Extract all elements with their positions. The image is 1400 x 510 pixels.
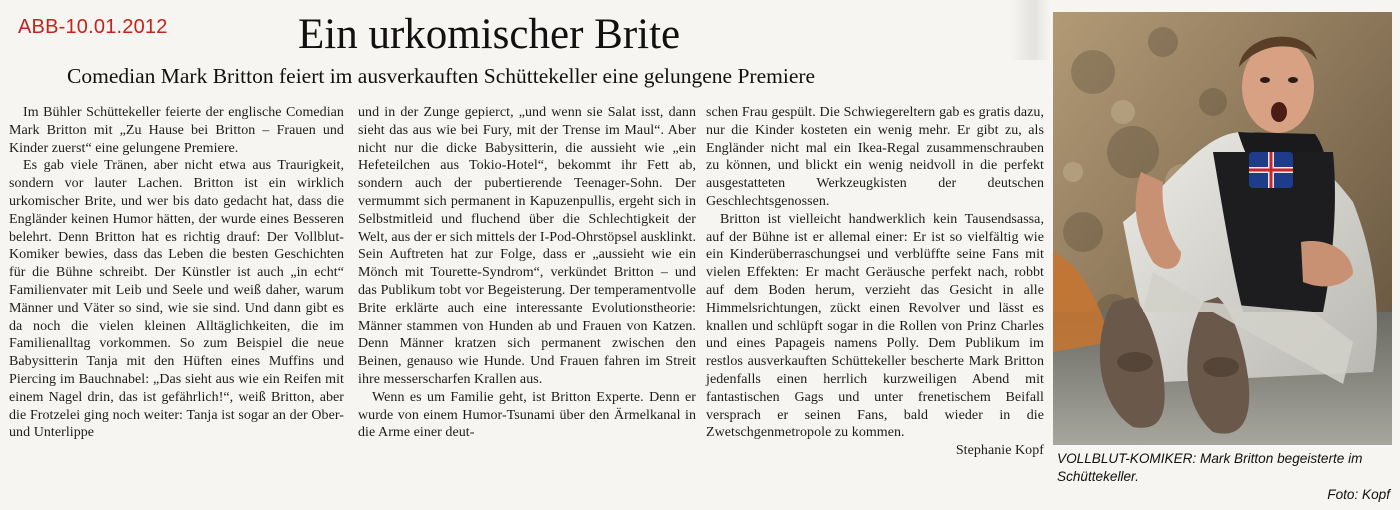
article-column-2 (358, 104, 696, 442)
comedian-photo (1053, 12, 1392, 445)
article-paragraph: Wenn es um Familie geht, ist Britton Experte. Denn er wurde von einem Humor-Tsunami über den Ärmelkanal in die Arme einer deut- (358, 389, 696, 441)
paper-bleed-through (1010, 0, 1050, 60)
subheadline: Comedian Mark Britton feiert im ausverkauften Schüttekeller eine gelungene Premiere (67, 64, 816, 88)
photo-caption (1057, 450, 1390, 504)
comedian-photo-illustration (1053, 12, 1392, 445)
article-paragraph: und in der Zunge gepierct, „und wenn sie Salat isst, dann sieht das aus wie bei Fury, mit der Trense im Maul“. Aber nicht nur die dicke Babysitterin, die aussieht wie „ein Hefeteilchen aus Tokio-Hotel“, bekommt ihr Fett ab, sondern auch der pubertierende Teenager-Sohn. Der vermummt sich permanent in Kapuzenpullis, ergeht sich in Selbstmitleid und fluchend über die Schlechtigkeit der Welt, aus der er sich mittels der I-Pod-Ohrstöpsel ausklinkt. Sein Auftreten hat zur Folge, dass er „aussieht wie ein Mönch mit Tourette-Syndrom“, verkündet Britton – und das Publikum tobt vor Begeisterung. Der temperamentvolle Brite erklärte auch eine interessante Evolutionstheorie: Männer stammen von Hunden ab und Frauen von Katzen. Denn Männer kratzen sich permanent zwischen den Beinen, genauso wie Hunde. Und Frauen fahren im Streit ihre messerscharfen Krallen aus. (358, 105, 696, 387)
article-paragraph: schen Frau gespült. Die Schwiegereltern gab es gratis dazu, nur die Kinder kosteten ein wenig mehr. Er gibt zu, als Engländer nicht mal ein Ikea-Regal zusammenschrauben zu können, und blickt ein wenig neidvoll in die perfekt ausgestatteten Werkzeugkisten der deutschen Geschlechtsgenossen. (706, 105, 1044, 209)
caption-text: VOLLBLUT-KOMIKER: Mark Britton begeisterte im Schüttekeller. (1057, 451, 1363, 484)
article-paragraph: Britton ist vielleicht handwerklich kein Tausendsassa, auf der Bühne ist er allemal einer: Er ist so vielfältig wie ein Kinderüberraschungsei und verblüffte seine Fans mit vielen Effekten: Er macht Geräusche perfekt nach, robbt auf dem Boden herum, verzieht das Gesicht in alle Himmelsrichtungen, zückt einen Revolver und lässt es knallen und schlüpft sogar in die Rollen von Prinz Charles und eines Papageis namens Polly. Dem Publikum im restlos ausverkauften Schüttekeller bescherte Mark Britton jedenfalls einen herrlich kurzweiligen Abend mit fantastischen Gags und unter frenetischem Beifall versprach er seinen Fans, bald wieder in die Zwetschgenmetropole zu kommen. (706, 211, 1044, 441)
source-date-tag: ABB-10.01.2012 (18, 16, 168, 38)
headline: Ein urkomischer Brite (298, 11, 681, 58)
article-column-3 (706, 104, 1044, 460)
article-column-1 (9, 104, 344, 442)
article-paragraph: Im Bühler Schüttekeller feierte der englische Comedian Mark Britton mit „Zu Hause bei Britton – Frauen und Kinder zuerst“ eine gelungene Premiere. (9, 105, 344, 156)
photo-credit: Foto: Kopf (1327, 487, 1390, 502)
author-byline: Stephanie Kopf (955, 443, 1044, 459)
article-paragraph: Es gab viele Tränen, aber nicht etwa aus Traurigkeit, sondern vor lauter Lachen. Britton ist ein wirklich urkomischer Brite, und wer bis dato gedacht hat, dass die Engländer keinen Humor hätten, der wurde eines Besseren belehrt. Denn Britton hat es richtig drauf: Der Vollblut-Komiker bewies, dass das Leben die besten Geschichten für die Bühne schreibt. Der Künstler ist auch „in echt“ Familienvater mit Leib und Seele und weiß daher, warum Männer und Väter so sind, wie sie sind. Und dann gibt es da noch die vielen kleinen Alltäglichkeiten, die im Familienalltag vorkommen. So zum Beispiel die neue Babysitterin Tanja mit den Hüften eines Muffins und Piercing im Bauchnabel: „Das sieht aus wie ein Reifen mit einem Nagel drin, das ist gefährlich!“, weiß Britton, aber die Frotzelei ging noch weiter: Tanja ist sogar an der Ober- und Unterlippe (9, 158, 344, 441)
